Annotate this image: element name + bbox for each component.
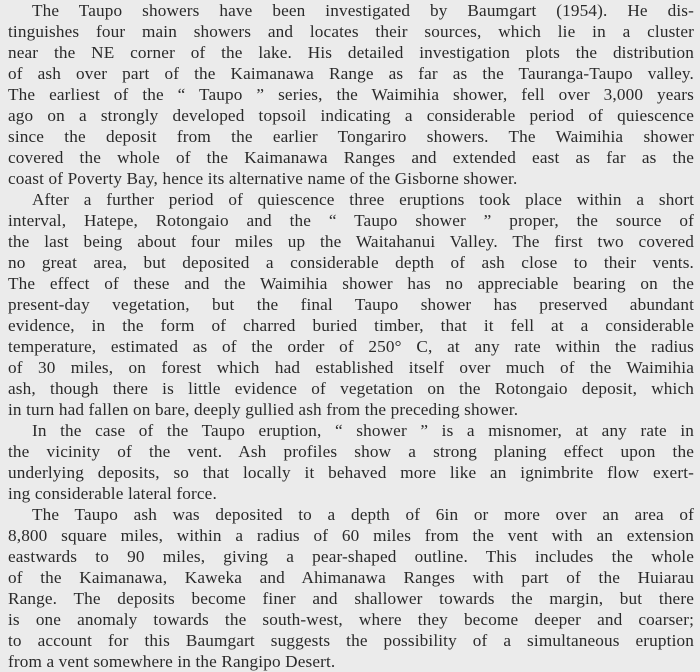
text-line: the vicinity of the vent. Ash profiles show a strong planing effect upon the xyxy=(8,442,694,461)
text-line: eastwards to 90 miles, giving a pear-shaped outline. This includes the whole xyxy=(8,547,694,566)
text-line: ing considerable lateral force. xyxy=(8,484,217,503)
text-line: interval, Hatepe, Rotongaio and the “ Taupo shower ” proper, the source of xyxy=(8,211,694,230)
text-line: The effect of these and the Waimihia shower has no appreciable bearing on the xyxy=(8,274,694,293)
text-line: of the Kaimanawa, Kaweka and Ahimanawa Ranges with part of the Huiarau xyxy=(8,568,694,587)
text-line: near the NE corner of the lake. His detailed investigation plots the distribution xyxy=(8,43,694,62)
text-line: Range. The deposits become finer and shallower towards the margin, but there xyxy=(8,589,694,608)
text-line: evidence, in the form of charred buried timber, that it fell at a considerable xyxy=(8,316,694,335)
text-line: of ash over part of the Kaimanawa Range as far as the Tauranga-Taupo valley. xyxy=(8,64,694,83)
text-line: in turn had fallen on bare, deeply gullied ash from the preceding shower. xyxy=(8,400,519,419)
text-line: underlying deposits, so that locally it behaved more like an ignimbrite flow exert- xyxy=(8,463,694,482)
text-line: of 30 miles, on forest which had established itself over much of the Waimihia xyxy=(8,358,694,377)
text-line: covered the whole of the Kaimanawa Ranges and extended east as far as the xyxy=(8,148,694,167)
text-line: since the deposit from the earlier Tongariro showers. The Waimihia shower xyxy=(8,127,694,146)
text-line: ago on a strongly developed topsoil indicating a considerable period of quiescence xyxy=(8,106,694,125)
text-line: present-day vegetation, but the final Taupo shower has preserved abundant xyxy=(8,295,694,314)
text-line: After a further period of quiescence three eruptions took place within a short xyxy=(32,190,694,209)
text-line: The earliest of the “ Taupo ” series, the Waimihia shower, fell over 3,000 years xyxy=(8,85,694,104)
text-line: The Taupo showers have been investigated by Baumgart (1954). He dis- xyxy=(32,1,694,20)
text-line: ash, though there is little evidence of vegetation on the Rotongaio deposit, which xyxy=(8,379,694,398)
text-line: the last being about four miles up the Waitahanui Valley. The first two covered xyxy=(8,232,694,251)
text-line: The Taupo ash was deposited to a depth of 6in or more over an area of xyxy=(32,505,694,524)
text-line: no great area, but deposited a considerable depth of ash close to their vents. xyxy=(8,253,694,272)
text-line: tinguishes four main showers and locates their sources, which lie in a cluster xyxy=(8,22,694,41)
text-line: In the case of the Taupo eruption, “ shower ” is a misnomer, at any rate in xyxy=(32,421,694,440)
paragraph-3 xyxy=(8,420,694,504)
document-page xyxy=(8,0,694,671)
text-line: is one anomaly towards the south-west, where they become deeper and coarser; xyxy=(8,610,694,629)
text-line: from a vent somewhere in the Rangipo Desert. xyxy=(8,652,336,671)
paragraph-2 xyxy=(8,189,694,420)
paragraph-4 xyxy=(8,504,694,672)
text-line: to account for this Baumgart suggests the possibility of a simultaneous eruption xyxy=(8,631,694,650)
text-line: temperature, estimated as of the order of 250° C, at any rate within the radius xyxy=(8,337,694,356)
paragraph-1 xyxy=(8,0,694,189)
text-line: coast of Poverty Bay, hence its alternative name of the Gisborne shower. xyxy=(8,169,518,188)
text-line: 8,800 square miles, within a radius of 60 miles from the vent with an extension xyxy=(8,526,694,545)
